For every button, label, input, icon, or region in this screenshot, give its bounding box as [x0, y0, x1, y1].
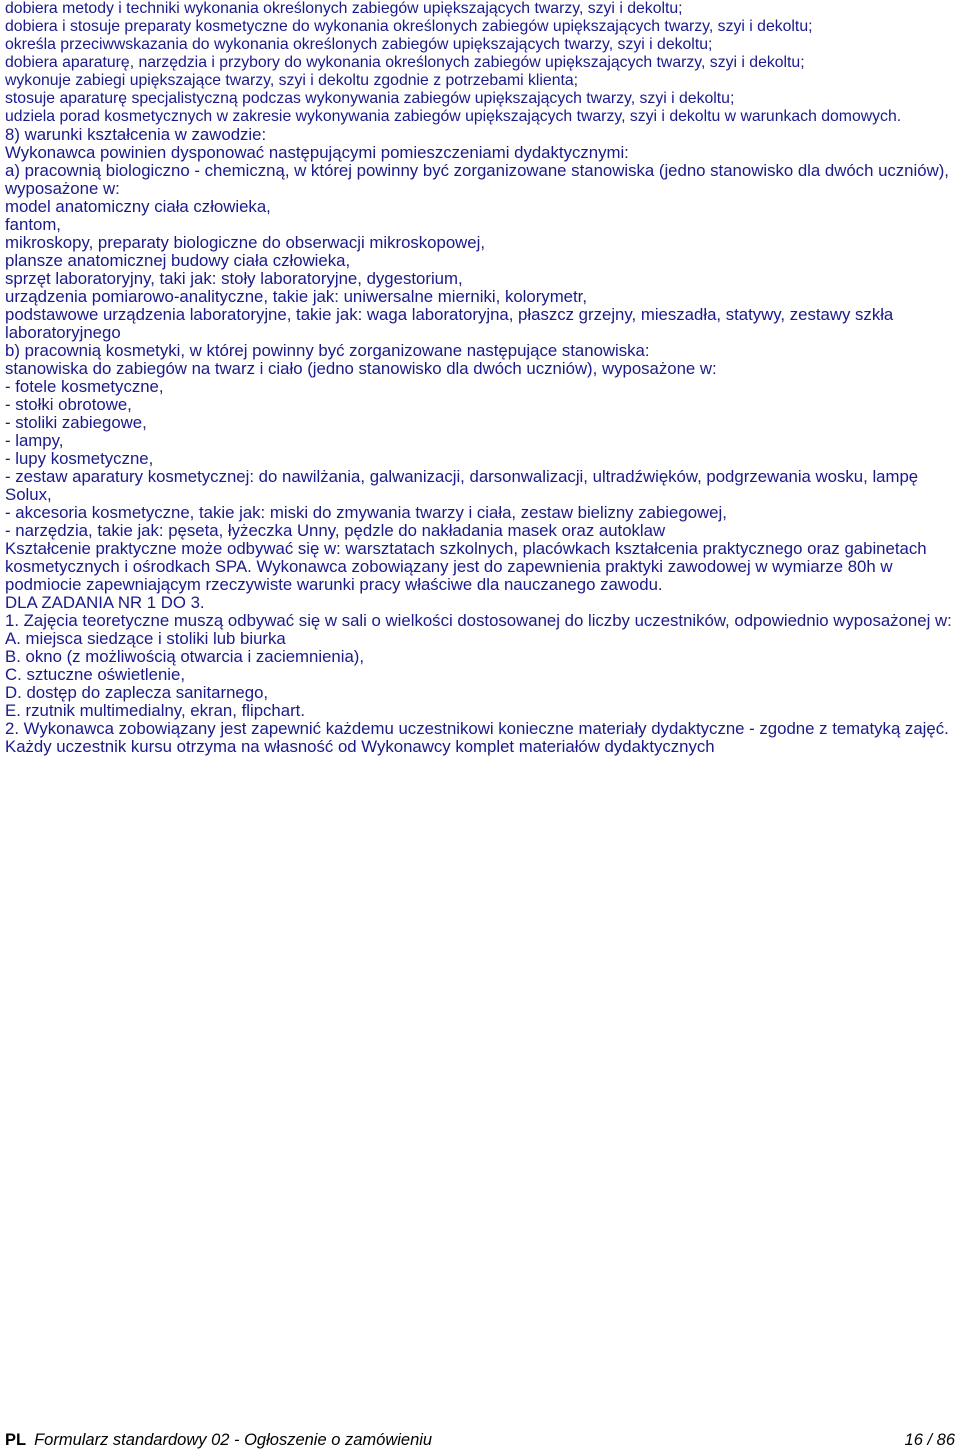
list-item: - stołki obrotowe,: [5, 395, 132, 414]
language-code: PL: [5, 1431, 27, 1449]
paragraph-line: a) pracownią biologiczno - chemiczną, w której powinny być zorganizowane stanowiska (jedno stanowisko dla dwóch uczniów), wyposażone w:: [5, 161, 949, 198]
list-item: mikroskopy, preparaty biologiczne do obserwacji mikroskopowej,: [5, 233, 486, 252]
list-item: - narzędzia, takie jak: pęseta, łyżeczka Unny, pędzle do nakładania masek oraz autoklaw: [5, 521, 666, 540]
paragraph-line: dobiera i stosuje preparaty kosmetyczne do wykonania określonych zabiegów upiększających twarzy, szyi i dekoltu;: [5, 18, 813, 35]
page-indicator: 16 / 86: [904, 1431, 955, 1449]
section-heading: 8) warunki kształcenia w zawodzie:: [5, 125, 267, 144]
form-title: Formularz standardowy 02 - Ogłoszenie o zamówieniu: [34, 1431, 433, 1449]
paragraph-line: stosuje aparaturę specjalistyczną podczas wykonywania zabiegów upiększających twarzy, szyi i dekoltu;: [5, 90, 735, 107]
paragraph-line: wykonuje zabiegi upiększające twarzy, szyi i dekoltu zgodnie z potrzebami klienta;: [5, 72, 579, 89]
paragraph-line: Wykonawca powinien dysponować następującymi pomieszczeniami dydaktycznymi:: [5, 143, 629, 162]
list-item: urządzenia pomiarowo-analityczne, takie jak: uniwersalne mierniki, kolorymetr,: [5, 287, 588, 306]
list-item: - zestaw aparatury kosmetycznej: do nawilżania, galwanizacji, darsonwalizacji, ultradźwięków, podgrzewania wosku, lampę Solux,: [5, 467, 919, 504]
list-item: - lupy kosmetyczne,: [5, 449, 154, 468]
paragraph-line: określa przeciwwskazania do wykonania określonych zabiegów upiększających twarzy, szyi i dekoltu;: [5, 36, 713, 53]
paragraph-line: b) pracownią kosmetyki, w której powinny być zorganizowane następujące stanowiska:: [5, 341, 650, 360]
page-footer: [5, 1429, 955, 1451]
list-item: fantom,: [5, 215, 61, 234]
document-body: [5, 0, 957, 756]
list-item: plansze anatomicznej budowy ciała człowieka,: [5, 251, 351, 270]
list-item: D. dostęp do zaplecza sanitarnego,: [5, 683, 269, 702]
list-item: B. okno (z możliwością otwarcia i zaciemnienia),: [5, 647, 365, 666]
list-item: - akcesoria kosmetyczne, takie jak: miski do zmywania twarzy i ciała, zestaw bielizny zabiegowej,: [5, 503, 727, 522]
list-item: A. miejsca siedzące i stoliki lub biurka: [5, 629, 286, 648]
paragraph-line: dobiera aparaturę, narzędzia i przybory do wykonania określonych zabiegów upiększających twarzy, szyi i dekoltu;: [5, 54, 805, 71]
paragraph-line: 2. Wykonawca zobowiązany jest zapewnić każdemu uczestnikowi konieczne materiały dydaktyczne - zgodne z tematyką zajęć. Każdy uczestnik kursu otrzyma na własność od Wykonawcy komplet materiałów dydaktycznych: [5, 719, 949, 756]
section-heading: DLA ZADANIA NR 1 DO 3.: [5, 593, 205, 612]
paragraph-line: stanowiska do zabiegów na twarz i ciało (jedno stanowisko dla dwóch uczniów), wyposażone w:: [5, 359, 717, 378]
paragraph-line: Kształcenie praktyczne może odbywać się w: warsztatach szkolnych, placówkach kształcenia praktycznego oraz gabinetach kosmetycznych i ośrodkach SPA. Wykonawca zobowiązany jest do zapewnienia praktyki zawodowej w wymiarze 80h w podmiocie zapewniającym rzeczywiste warunki pracy właściwe dla nauczanego zawodu.: [5, 539, 927, 594]
paragraph-line: dobiera metody i techniki wykonania określonych zabiegów upiększających twarzy, szyi i dekoltu;: [5, 0, 683, 17]
list-item: - fotele kosmetyczne,: [5, 377, 164, 396]
list-item: sprzęt laboratoryjny, taki jak: stoły laboratoryjne, dygestorium,: [5, 269, 463, 288]
list-item: - lampy,: [5, 431, 64, 450]
list-item: C. sztuczne oświetlenie,: [5, 665, 186, 684]
list-item: E. rzutnik multimedialny, ekran, flipchart.: [5, 701, 305, 720]
list-item: podstawowe urządzenia laboratoryjne, takie jak: waga laboratoryjna, płaszcz grzejny, mieszadła, statywy, zestawy szkła laboratoryjnego: [5, 305, 894, 342]
paragraph-line: udziela porad kosmetycznych w zakresie wykonywania zabiegów upiększających twarzy, szyi i dekoltu w warunkach domowych.: [5, 108, 902, 125]
paragraph-line: 1. Zajęcia teoretyczne muszą odbywać się w sali o wielkości dostosowanej do liczby uczestników, odpowiednio wyposażonej w:: [5, 611, 952, 630]
list-item: - stoliki zabiegowe,: [5, 413, 147, 432]
list-item: model anatomiczny ciała człowieka,: [5, 197, 271, 216]
